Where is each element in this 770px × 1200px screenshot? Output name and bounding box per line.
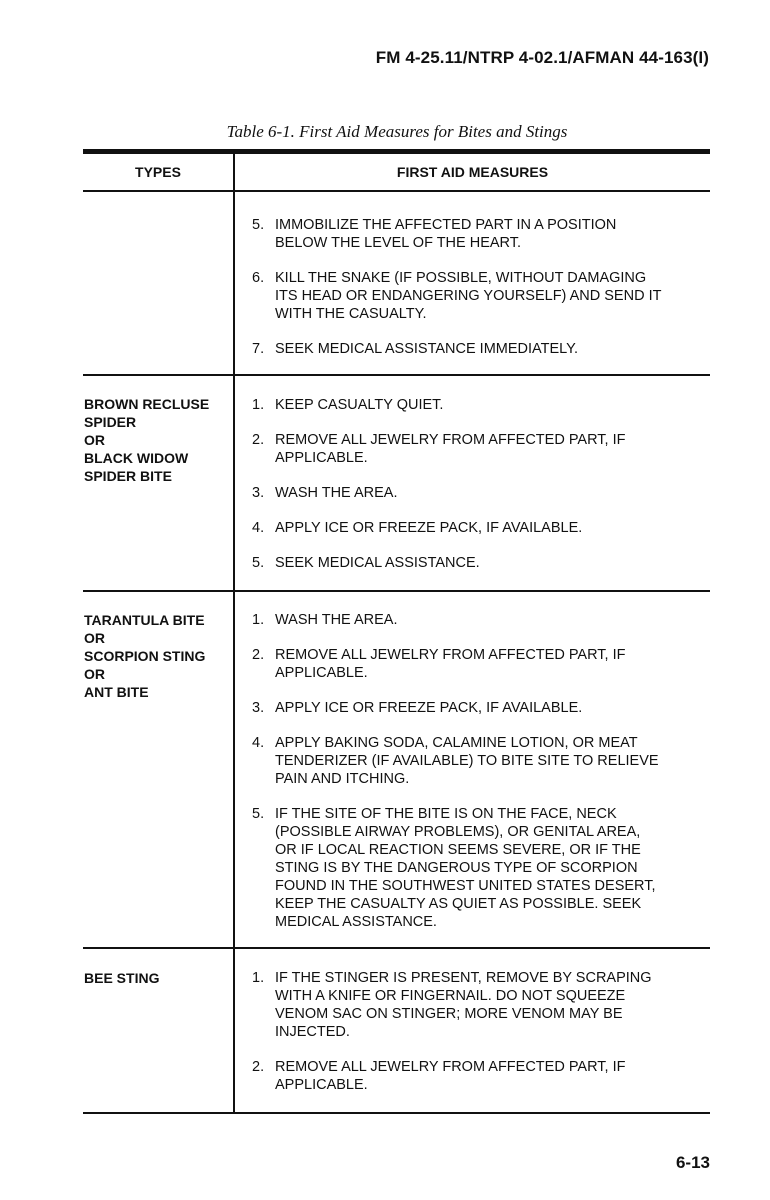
table-row [83,949,710,1114]
item-number: 1. [252,612,265,628]
list-item [250,734,702,788]
type-line: ANT BITE [84,684,149,700]
document-header: FM 4-25.11/NTRP 4-02.1/AFMAN 44-163(I) [375,48,709,67]
type-line: SCORPION STING [84,648,206,664]
item-number: 7. [252,341,265,357]
list-item [250,396,702,414]
measures-list [250,592,710,931]
type-cell [84,969,232,987]
type-cell [84,611,232,701]
item-text: IF THE STINGER IS PRESENT, REMOVE BY SCRAPING WITH A KNIFE OR FINGERNAIL. DO NOT SQUEEZE VENOM SAC ON STINGER; MORE VENOM MAY BE INJECTED. [275,970,652,1040]
item-text: REMOVE ALL JEWELRY FROM AFFECTED PART, IF APPLICABLE. [275,1059,626,1093]
list-item [250,519,702,537]
item-number: 4. [252,520,265,536]
item-text: SEEK MEDICAL ASSISTANCE. [275,555,480,571]
item-number: 5. [252,217,265,233]
item-number: 1. [252,397,265,413]
type-line: OR [84,630,105,646]
item-text: IF THE SITE OF THE BITE IS ON THE FACE, NECK (POSSIBLE AIRWAY PROBLEMS), OR GENITAL AREA, OR IF LOCAL REACTION SEEMS SEVERE, OR IF THE STING IS BY THE DANGEROUS TYPE OF SCORPION FOUND IN THE SOUTHWEST UNITED STATES DESERT, KEEP THE CASUALTY AS QUIET AS POSSIBLE. SEEK MEDICAL ASSISTANCE. [275,806,656,930]
item-number: 4. [252,735,265,751]
item-text: APPLY ICE OR FREEZE PACK, IF AVAILABLE. [275,520,583,536]
type-line: SPIDER BITE [84,468,172,484]
list-item [250,1058,702,1094]
type-line: OR [84,432,105,448]
list-item [250,269,702,323]
column-header-measures: FIRST AID MEASURES [396,164,549,180]
column-divider [233,192,235,374]
item-number: 5. [252,806,265,822]
first-aid-table [83,149,710,1114]
page-number: 6-13 [675,1153,710,1172]
type-cell [84,395,232,485]
list-item [250,699,702,717]
item-number: 2. [252,1059,265,1075]
item-text: KILL THE SNAKE (IF POSSIBLE, WITHOUT DAMAGING ITS HEAD OR ENDANGERING YOURSELF) AND SEND IT WITH THE CASUALTY. [275,270,662,322]
item-text: KEEP CASUALTY QUIET. [275,397,444,413]
type-line: TARANTULA BITE [84,612,205,628]
item-number: 1. [252,970,265,986]
item-number: 2. [252,647,265,663]
item-text: SEEK MEDICAL ASSISTANCE IMMEDIATELY. [275,341,578,357]
list-item [250,805,702,931]
list-item [250,611,702,629]
type-line: BLACK WIDOW [84,450,189,466]
item-text: REMOVE ALL JEWELRY FROM AFFECTED PART, IF APPLICABLE. [275,432,626,466]
item-number: 3. [252,700,265,716]
item-text: APPLY ICE OR FREEZE PACK, IF AVAILABLE. [275,700,583,716]
measures-list [250,949,710,1094]
column-divider [233,949,235,1112]
table-header-row [83,154,710,192]
type-line: OR [84,666,105,682]
item-number: 5. [252,555,265,571]
table-row [83,192,710,376]
item-number: 6. [252,270,265,286]
list-item [250,969,702,1041]
table-row [83,592,710,949]
measures-list [250,192,710,358]
table-row [83,376,710,592]
item-text: WASH THE AREA. [275,612,398,628]
list-item [250,646,702,682]
item-text: APPLY BAKING SODA, CALAMINE LOTION, OR MEAT TENDERIZER (IF AVAILABLE) TO BITE SITE TO RELIEVE PAIN AND ITCHING. [275,735,659,787]
column-divider [233,376,235,590]
item-text: WASH THE AREA. [275,485,398,501]
type-line: BEE STING [84,970,160,986]
list-item [250,340,702,358]
column-header-types: TYPES [135,164,181,180]
item-number: 3. [252,485,265,501]
type-line: BROWN RECLUSE [84,396,210,412]
column-divider [233,592,235,947]
type-line: SPIDER [84,414,137,430]
item-number: 2. [252,432,265,448]
table-title: Table 6-1. First Aid Measures for Bites and Stings [226,122,568,141]
item-text: REMOVE ALL JEWELRY FROM AFFECTED PART, IF APPLICABLE. [275,647,626,681]
measures-list [250,376,710,572]
list-item [250,554,702,572]
list-item [250,216,702,252]
item-text: IMMOBILIZE THE AFFECTED PART IN A POSITION BELOW THE LEVEL OF THE HEART. [275,217,617,251]
list-item [250,431,702,467]
list-item [250,484,702,502]
